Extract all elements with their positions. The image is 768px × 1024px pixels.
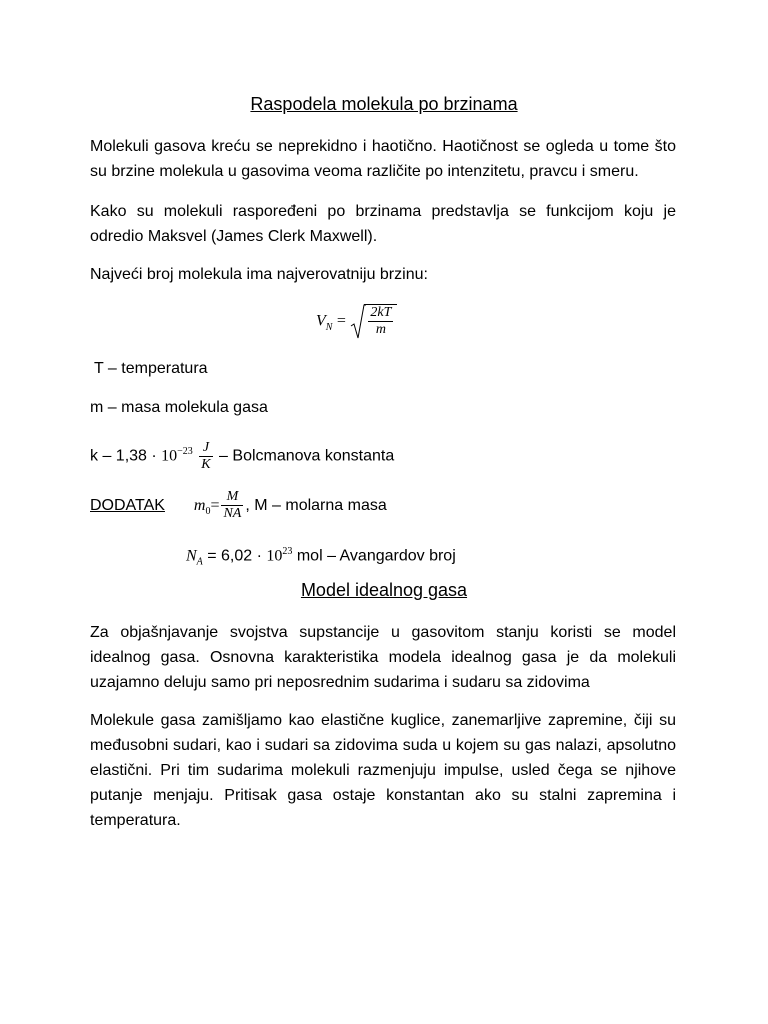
- formula-denominator: m: [375, 322, 386, 338]
- boltzmann-base: 10: [161, 447, 178, 465]
- formula-lhs-sub: N: [325, 321, 333, 333]
- section-title-raspodela: Raspodela molekula po brzinama: [250, 94, 518, 114]
- formula-most-probable-speed: [316, 304, 397, 345]
- formula-numerator: 2kT: [370, 305, 392, 321]
- formula-lhs: V: [316, 312, 326, 330]
- boltzmann-exponent: −23: [177, 446, 193, 457]
- paragraph-maksvel: Kako su molekuli raspoređeni po brzinama predstavlja se funkcijom koju je odredio Maksvel (James Clerk Maxwell).: [90, 203, 676, 245]
- avogadro-row: [186, 540, 456, 575]
- definition-boltzmann: [90, 434, 394, 474]
- paragraph-najverovatnija: Najveći broj molekula ima najverovatniju brzinu:: [90, 266, 428, 283]
- paragraph-model-idealnog: Za objašnjavanje svojstva supstancije u gasovitom stanju koristi se model idealnog gasa. Osnovna karakteristika modela idealnog gasa je da molekuli uzajamno deluju samo pri neposrednim sudarima i sudaru sa zidovima: [90, 624, 676, 691]
- paragraph-elasticne-kuglice: Molekule gasa zamišljamo kao elastične kuglice, zanemarljive zapremine, čiji su međusobni sudari, kao i sudari sa zidovima suda u kojem su gas nalazi, apsolutno elastični. Pri tim sudarima molekuli razmenjuju impulse, usled čega se njihove putanje menjaju. Pritisak gasa ostaje konstantan ako su stalni zapremina i temperatura.: [90, 712, 676, 829]
- m0-equals: =: [210, 497, 220, 514]
- molar-mass-suffix: , M – molarna masa: [245, 497, 387, 514]
- dodatak-row: [90, 488, 387, 530]
- molar-mass-numerator: M: [221, 489, 243, 506]
- paragraph-haoticnost: Molekuli gasova kreću se neprekidno i haotično. Haotičnost se ogleda u tome što su brzine molekula u gasovima veoma različite po intenzitetu, pravcu i smeru.: [90, 138, 676, 180]
- formula-equals: =: [336, 312, 346, 330]
- m0-symbol: m: [193, 497, 206, 514]
- boltzmann-unit-denominator: K: [201, 456, 211, 472]
- avogadro-symbol: N: [186, 547, 197, 565]
- boltzmann-prefix: k – 1,38 ·: [90, 447, 157, 465]
- avogadro-base: 10: [266, 547, 283, 565]
- avogadro-value: = 6,02 ·: [207, 547, 262, 565]
- section-title-model: Model idealnog gasa: [300, 580, 468, 600]
- boltzmann-suffix: – Bolcmanova konstanta: [219, 447, 395, 465]
- dodatak-label: DODATAK: [90, 497, 165, 514]
- boltzmann-unit-numerator: J: [199, 440, 212, 457]
- avogadro-exponent: 23: [282, 546, 293, 557]
- avogadro-subscript: A: [196, 556, 203, 568]
- radical-sign-icon: [350, 304, 366, 340]
- m0-subscript: 0: [205, 506, 211, 518]
- definition-temperature: T – temperatura: [94, 360, 208, 377]
- square-root: [350, 304, 397, 339]
- definition-mass: m – masa molekula gasa: [90, 399, 268, 416]
- molar-mass-denominator: NA: [223, 506, 242, 522]
- avogadro-suffix: mol – Avangardov broj: [296, 547, 456, 565]
